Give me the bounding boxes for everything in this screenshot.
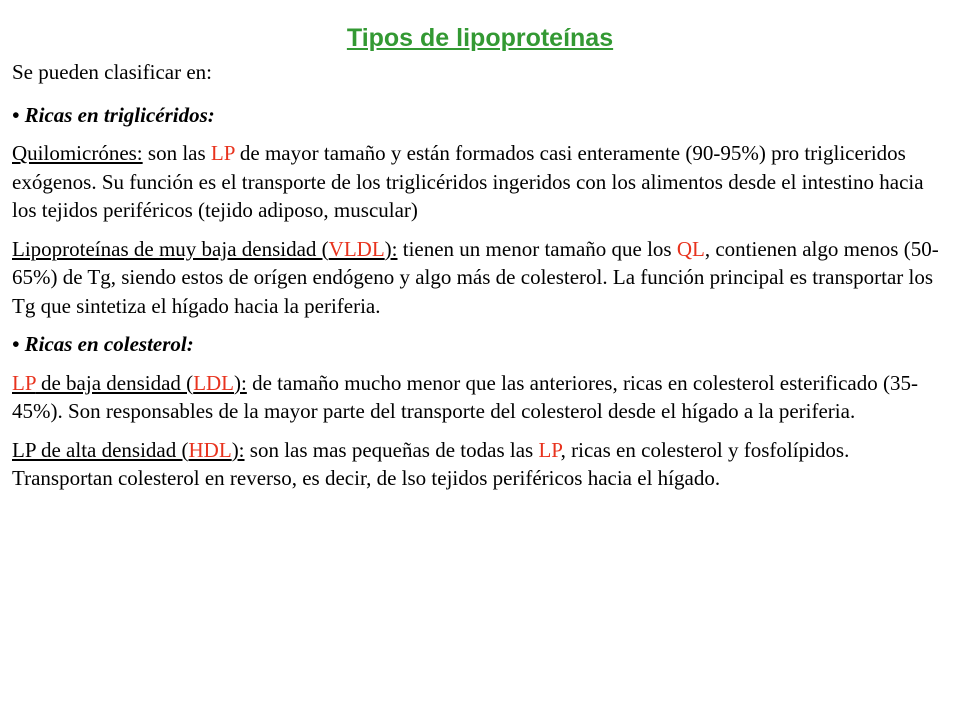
bullet-heading-trigliceridos: • Ricas en triglicéridos: — [12, 102, 215, 127]
paragraph-ldl — [12, 369, 948, 426]
paragraph-quilomicrones — [12, 139, 948, 225]
text-segment: de tamaño mucho menor que las anteriores, ricas en colesterol esterificado (35-45%). Son responsables de la mayor parte del transporte del colesterol desde el hígado a la periferia. — [12, 370, 918, 423]
abbr-ql: QL — [676, 236, 705, 261]
text-segment: de mayor tamaño y están formados casi enteramente (90-95%) pro trigliceridos exógenos. Su función es el transporte de los triglicéridos ingeridos con los alimentos desde el intestino hacia los tejidos periféricos (tejido adiposo, muscular) — [12, 141, 924, 222]
term-ldl-label: de baja densidad ( — [35, 370, 194, 395]
term-vldl-label: Lipoproteínas de muy baja densidad ( — [12, 236, 329, 261]
abbr-vldl: VLDL — [328, 236, 385, 261]
term-hdl-label: LP de alta densidad ( — [12, 437, 189, 462]
abbr-hdl: HDL — [188, 437, 232, 462]
term-hdl-close: ): — [231, 437, 245, 462]
paragraph-hdl — [12, 436, 948, 493]
page-title: Tipos de lipoproteínas — [346, 24, 614, 52]
term-vldl-close: ): — [384, 236, 398, 261]
intro-text: Se pueden clasificar en: — [12, 60, 212, 84]
abbr-ldl: LDL — [193, 370, 235, 395]
text-segment: son las — [142, 141, 211, 165]
text-segment: tienen un menor tamaño que los — [397, 236, 677, 261]
abbr-lp: LP — [12, 370, 36, 395]
term-hdl — [12, 438, 245, 462]
text-segment: , contienen algo menos (50-65%) de Tg, siendo estos de orígen endógeno y algo más de colesterol. La función principal es transportar los Tg que sintetiza el hígado hacia la periferia. — [12, 236, 939, 318]
abbr-lp: LP — [210, 141, 235, 165]
term-ldl — [12, 371, 247, 395]
text-segment: , ricas en colesterol y fosfolípidos. Transportan colesterol en reverso, es decir, de lso tejidos periféricos hacia el hígado. — [12, 437, 850, 490]
term-ldl-close: ): — [234, 370, 247, 395]
slide-body — [12, 58, 948, 503]
term-vldl — [12, 237, 398, 261]
paragraph-vldl — [12, 235, 948, 321]
term-quilomicrones: Quilomicrónes: — [12, 141, 143, 165]
abbr-lp: LP — [538, 437, 561, 462]
text-segment: son las mas pequeñas de todas las — [244, 437, 539, 462]
bullet-heading-colesterol: • Ricas en colesterol: — [12, 332, 194, 356]
